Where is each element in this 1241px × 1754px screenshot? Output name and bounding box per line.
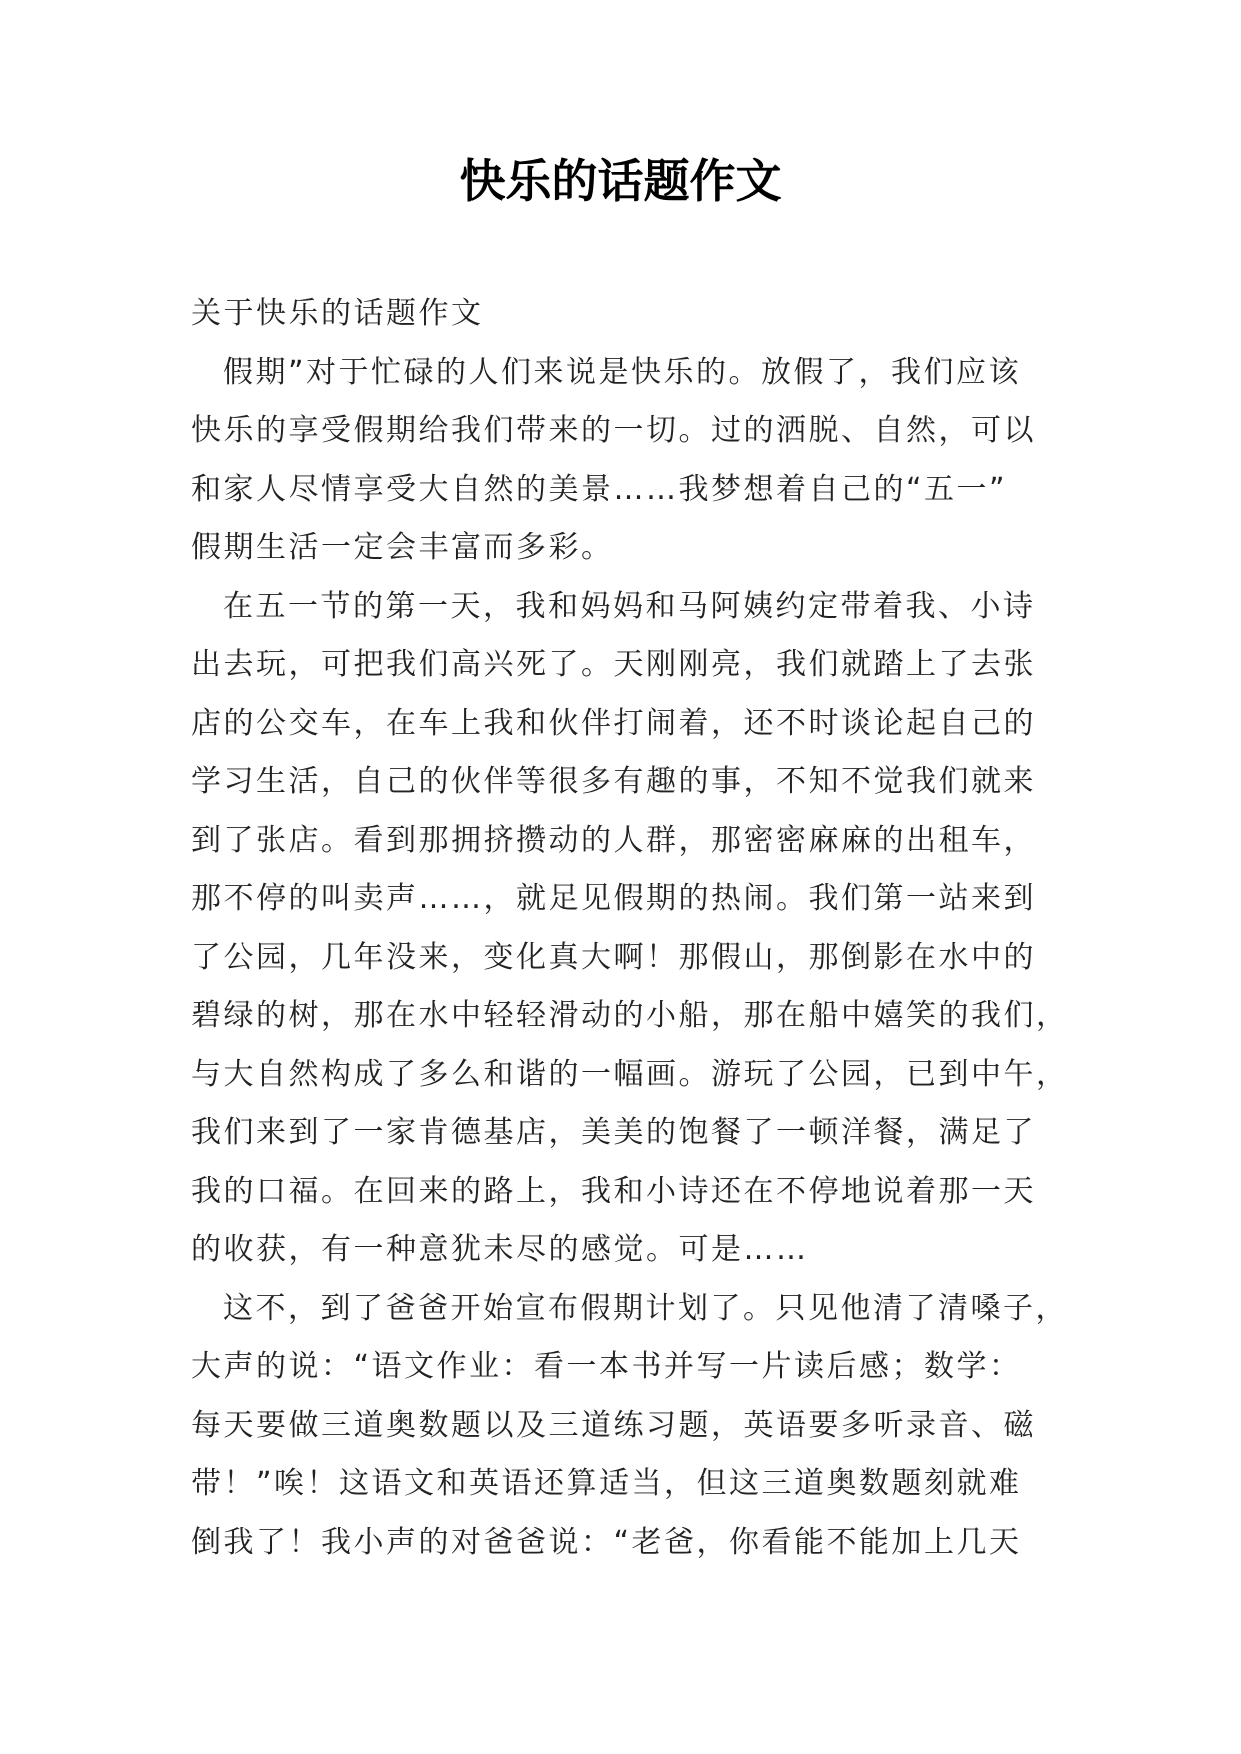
paragraph-2-line-10: 我们来到了一家肯德基店，美美的饱餐了一顿洋餐，满足了 (191, 1115, 1036, 1150)
paragraph-2-line-6: 那不停的叫卖声……，就足见假期的热闹。我们第一站来到 (191, 881, 1036, 916)
paragraph-2-line-8: 碧绿的树，那在水中轻轻滑动的小船，那在船中嬉笑的我们， (191, 998, 1069, 1033)
paragraph-1-line-1: 假期”对于忙碌的人们来说是快乐的。放假了，我们应该 (223, 354, 1022, 390)
paragraph-2-line-3: 店的公交车，在车上我和伙伴打闹着，还不时谈论起自己的 (191, 705, 1036, 741)
paragraph-2-line-11: 我的口福。在回来的路上，我和小诗还在不停地说着那一天 (191, 1173, 1036, 1209)
paragraph-2-line-12: 的收获，有一种意犹未尽的感觉。可是…… (191, 1232, 809, 1267)
paragraph-3-line-3: 每天要做三道奥数题以及三道练习题，英语要多听录音、磁 (191, 1407, 1036, 1443)
document-body (191, 285, 1069, 1572)
paragraph-2-line-7: 了公园，几年没来，变化真大啊！那假山，那倒影在水中的 (191, 939, 1036, 975)
paragraph-1-line-3: 和家人尽情享受大自然的美景……我梦想着自己的“五一” (191, 471, 1008, 507)
paragraph-3-line-1: 这不，到了爸爸开始宣布假期计划了。只见他清了清嗓子， (223, 1290, 1068, 1326)
paragraph-1-line-4: 假期生活一定会丰富而多彩。 (191, 530, 614, 565)
document-title: 快乐的话题作文 (459, 154, 782, 208)
paragraph-2-line-1: 在五一节的第一天，我和妈妈和马阿姨约定带着我、小诗 (223, 588, 1036, 624)
paragraph-3-line-5: 倒我了！我小声的对爸爸说：“老爸，你看能不能加上几天 (191, 1524, 1022, 1560)
paragraph-2-line-9: 与大自然构成了多么和谐的一幅画。游玩了公园，已到中午， (191, 1056, 1069, 1092)
document-subtitle: 关于快乐的话题作文 (191, 296, 484, 331)
paragraph-2-line-2: 出去玩，可把我们高兴死了。天刚刚亮，我们就踏上了去张 (191, 647, 1036, 682)
paragraph-2-line-4: 学习生活，自己的伙伴等很多有趣的事，不知不觉我们就来 (191, 764, 1036, 799)
paragraph-3-line-4: 带！”唉！这语文和英语还算适当，但这三道奥数题刻就难 (191, 1466, 1022, 1501)
paragraph-1-line-2: 快乐的享受假期给我们带来的一切。过的洒脱、自然，可以 (191, 413, 1036, 448)
paragraph-3-line-2: 大声的说：“语文作业：看一本书并写一片读后感；数学： (191, 1349, 1022, 1384)
paragraph-2-line-5: 到了张店。看到那拥挤攒动的人群，那密密麻麻的出租车， (191, 822, 1036, 858)
